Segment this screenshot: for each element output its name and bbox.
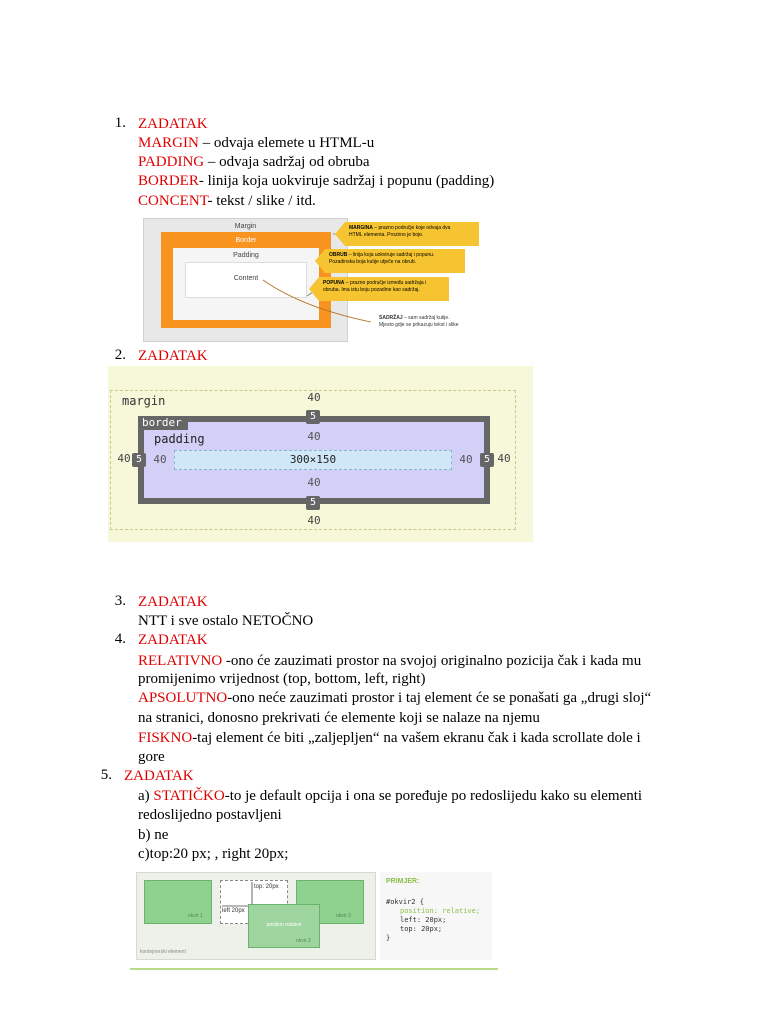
padding-right-value: 40	[459, 453, 473, 466]
callout-padding-text	[323, 280, 426, 294]
answer-b: b) ne	[138, 827, 169, 843]
box-okvir-1-label: okvir 1	[188, 913, 203, 919]
callout-text: obruba. Ima istu boju pozadine kao sadržaj.	[323, 287, 420, 293]
code-line: left: 20px;	[400, 916, 447, 924]
code-line: position: relative;	[400, 907, 481, 915]
divider	[130, 968, 498, 970]
heading-zadatak-3: ZADATAK	[138, 594, 208, 610]
callout-term: POPUNA	[323, 280, 345, 286]
answer-a	[138, 787, 642, 806]
callout-text: HTML elementa. Prozirno je boje.	[349, 232, 424, 238]
definition-content	[138, 192, 316, 211]
box-model-figure	[143, 218, 488, 342]
position-relative-label: position relative	[266, 922, 302, 928]
definition-text: -ono neće zauzimati prostor i taj element će se ponašati ga „drugi sloj“	[227, 690, 652, 706]
box-okvir-2-label: okvir 2	[296, 938, 311, 944]
answer-c: c)top:20 px; , right 20px;	[138, 846, 289, 862]
definition-fixed	[138, 729, 641, 748]
border-label: border	[138, 416, 188, 430]
definition-absolute	[138, 689, 651, 708]
margin-label: margin	[122, 394, 166, 408]
term: CONCENT	[138, 193, 208, 209]
position-relative-figure	[130, 872, 498, 972]
box-okvir-3-label: okvir 3	[336, 913, 351, 919]
container-label: kontejnerski element	[140, 949, 186, 955]
callout-text: – sam sadržaj kutije.	[402, 315, 450, 321]
term: PADDING	[138, 154, 205, 170]
example-label: PRIMJER:	[386, 878, 420, 885]
border-right-value: 5	[480, 453, 494, 467]
callout-term: OBRUB	[329, 252, 348, 258]
term: FISKNO	[138, 730, 193, 746]
border-label: Border	[235, 237, 257, 244]
border-top-value: 5	[306, 410, 320, 424]
definition-relative	[138, 652, 641, 671]
callout-term: MARGINA	[349, 225, 373, 231]
definition-relative-cont: promijenimo vrijednost (top, bottom, left, right)	[138, 671, 426, 687]
definition-text: - tekst / slike / itd.	[207, 193, 316, 209]
term: MARGIN	[138, 135, 199, 151]
margin-right-value: 40	[497, 452, 511, 465]
callout-text: – prazno područje između sadržaja i	[344, 280, 427, 286]
definition-padding	[138, 153, 369, 172]
callout-text: – linija koja uokviruje sadržaj i popunu.	[347, 252, 435, 258]
callout-text: Mjesto gdje se prikazuju tekst i slike	[379, 322, 459, 328]
padding-label: Padding	[233, 252, 259, 259]
answer-a-cont: redoslijedno postavljeni	[138, 807, 282, 823]
definition-fixed-cont: gore	[138, 749, 165, 765]
code-snippet	[386, 898, 480, 943]
margin-label: Margin	[234, 223, 257, 230]
code-line: #okvir2 {	[386, 898, 424, 906]
heading-zadatak-1: ZADATAK	[138, 116, 208, 132]
callout-border-text	[329, 252, 434, 266]
padding-bottom-value: 40	[307, 476, 321, 489]
content-label: Content	[233, 275, 259, 282]
definition-absolute-cont: na stranici, donosno prekrivati će elemente koji se nalaze na njemu	[138, 710, 540, 726]
definition-border	[138, 172, 494, 191]
padding-top-value: 40	[307, 430, 321, 443]
heading-zadatak-2: ZADATAK	[138, 348, 208, 364]
top-offset-label: top: 20px	[254, 884, 279, 890]
callout-term: SADRŽAJ	[379, 315, 403, 321]
definition-text: – odvaja sadržaj od obruba	[204, 154, 370, 170]
item-number: 3.	[114, 593, 126, 609]
heading-zadatak-5: ZADATAK	[124, 768, 194, 784]
definition-text: -ono će zauzimati prostor na svojoj originalno pozicija čak i kada mu	[222, 653, 642, 669]
item-number: 1.	[114, 115, 126, 131]
definition-text: - linija koja uokviruje sadržaj i popunu (padding)	[198, 173, 495, 189]
answer-text: -to je default opcija i ona se poređuje po redoslijedu kako su elementi	[224, 788, 643, 804]
border-left-value: 5	[132, 453, 146, 467]
callout-margin-text	[349, 225, 450, 239]
border-bottom-value: 5	[306, 496, 320, 510]
callout-content-text	[379, 315, 458, 329]
item-number: 4.	[114, 631, 126, 647]
term: STATIČKO	[153, 788, 225, 804]
callout-text: Pozadinska boja kutije utječe na obrub.	[329, 259, 417, 265]
code-line: top: 20px;	[400, 925, 443, 933]
callout-text: – prazno područje koje odvaja dva	[372, 225, 451, 231]
content-size: 300×150	[289, 453, 337, 466]
devtools-box-model	[108, 366, 533, 542]
answer-text: NTT i sve ostalo NETOČNO	[138, 613, 314, 629]
item-number: 2.	[114, 347, 126, 363]
item-number: 5.	[100, 767, 112, 783]
padding-label: padding	[154, 432, 205, 446]
term: RELATIVNO	[138, 653, 223, 669]
definition-text: -taj element će biti „zaljepljen“ na vašem ekranu čak i kada scrollate dole i	[192, 730, 641, 746]
term: BORDER	[138, 173, 199, 189]
heading-zadatak-4: ZADATAK	[138, 632, 208, 648]
answer-prefix: a)	[138, 788, 154, 804]
margin-left-value: 40	[117, 452, 131, 465]
code-line: }	[386, 934, 391, 942]
term: APSOLUTNO	[138, 690, 228, 706]
left-offset-label: left 20px	[222, 908, 245, 914]
margin-bottom-value: 40	[307, 514, 321, 527]
definition-margin	[138, 134, 374, 153]
definition-text: – odvaja elemete u HTML-u	[198, 135, 375, 151]
margin-top-value: 40	[307, 391, 321, 404]
padding-left-value: 40	[153, 453, 167, 466]
